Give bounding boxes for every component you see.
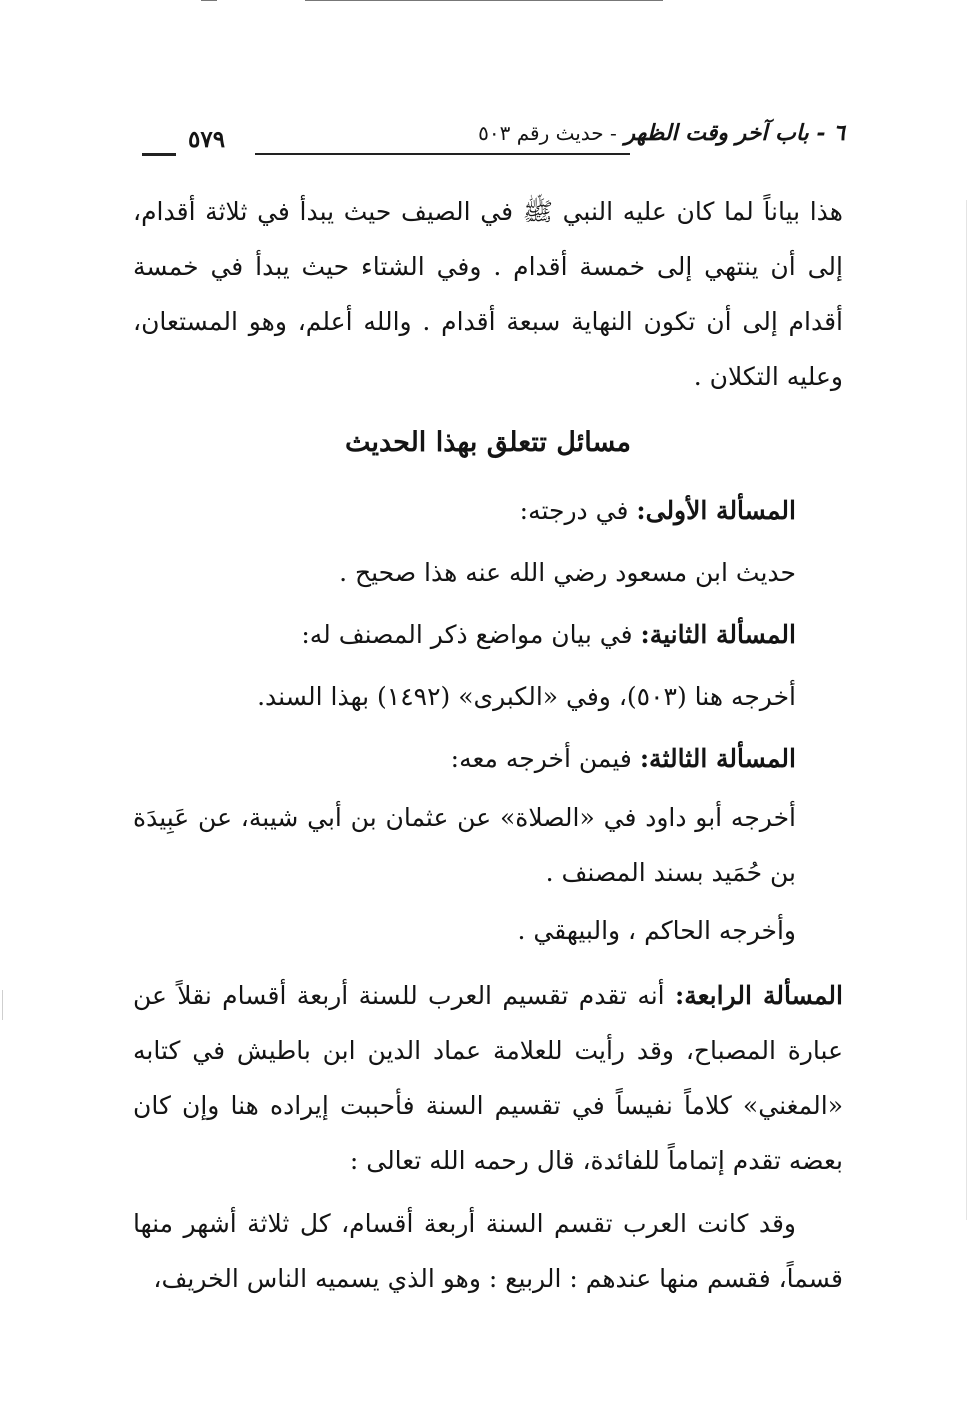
issue-3-heading bbox=[133, 728, 843, 790]
issue-2-title: في بيان مواضع ذكر المصنف له: bbox=[301, 620, 641, 649]
issue-1-title: في درجته: bbox=[519, 496, 637, 525]
scan-edge bbox=[966, 200, 967, 1220]
scan-edge-left bbox=[2, 990, 3, 1020]
intro-paragraph: هذا بياناً لما كان عليه النبي ﷺ في الصيف حيث يبدأ في ثلاثة أقدام، إلى أن ينتهي إلى خمسة أقدام . وفي الشتاء حيث يبدأ في خمسة أقدام إلى أن تكون النهاية سبعة أقدام . والله أعلم، وهو المستعان، وعليه التكلان . bbox=[133, 197, 843, 391]
issue-3-title: فيمن أخرجه معه: bbox=[450, 744, 640, 773]
issue-3-text-2: وأخرجه الحاكم ، والبيهقي . bbox=[517, 916, 796, 945]
scan-mark bbox=[201, 0, 217, 1]
hadith-number: - حديث رقم ٥٠٣ bbox=[478, 121, 617, 145]
page-body bbox=[133, 184, 843, 1306]
page-number-dash bbox=[142, 153, 176, 156]
issue-2-text: أخرجه هنا (٥٠٣)، وفي «الكبرى» (١٤٩٢) بهذا السند. bbox=[257, 682, 796, 711]
issue-3-text: أخرجه أبو داود في «الصلاة» عن عثمان بن أبي شيبة، عن عَبِيدَة بن حُمَيد بسند المصنف . bbox=[133, 803, 796, 887]
issue-2-heading bbox=[133, 604, 843, 666]
issue-4-paragraph bbox=[133, 968, 843, 1188]
section-heading: مسائل تتعلق بهذا الحديث bbox=[344, 427, 632, 458]
issue-2-label: المسألة الثانية: bbox=[640, 620, 796, 649]
scan-top-line bbox=[305, 0, 663, 1]
issue-4-paragraph-2: وقد كانت العرب تقسم السنة أربعة أقسام، كل ثلاثة أشهر منها قسماً، فقسم منها عندهم : الربيع : وهو الذي يسميه الناس الخريف، bbox=[133, 1209, 843, 1293]
header-rule bbox=[255, 153, 630, 155]
running-title bbox=[478, 120, 845, 146]
issue-1-label: المسألة الأولى: bbox=[636, 496, 796, 525]
issue-3-label: المسألة الثالثة: bbox=[639, 744, 796, 773]
issue-4-text: أنه تقدم تقسيم العرب للسنة أربعة أقسام نقلاً عن عبارة المصباح، وقد رأيت للعلامة عماد الدين ابن باطيش في كتابه «المغني» كلاماً نفيساً في تقسيم السنة فأحببت إيراده هنا وإن كان بعضه تقدم إتماماً للفائدة، قال رحمه الله تعالى : bbox=[133, 981, 843, 1175]
chapter-title: ٦ - باب آخر وقت الظهر bbox=[624, 120, 845, 146]
page-header bbox=[140, 120, 845, 166]
page-number: ٥٧٩ bbox=[188, 126, 226, 153]
issue-1-text: حديث ابن مسعود رضي الله عنه هذا صحيح . bbox=[339, 558, 796, 587]
issue-1-heading bbox=[133, 480, 843, 542]
issue-4-label: المسألة الرابعة: bbox=[674, 981, 843, 1010]
